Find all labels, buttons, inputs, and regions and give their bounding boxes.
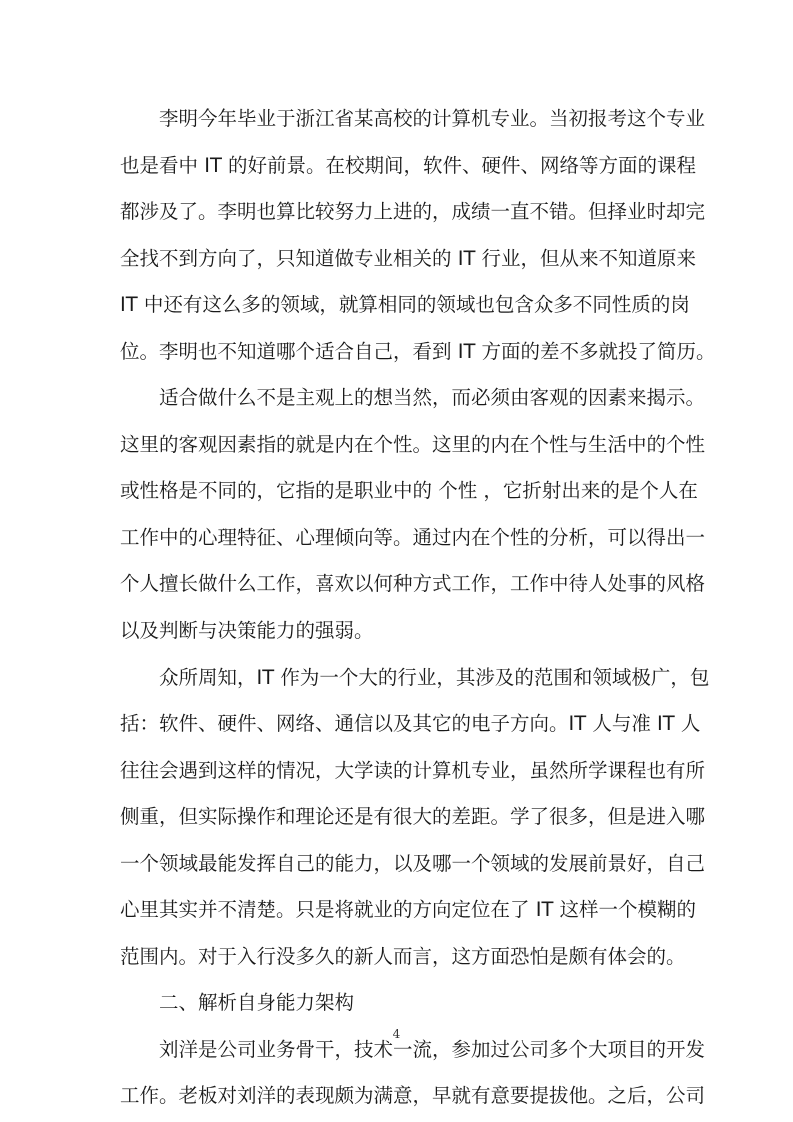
text-line: 二、解析自身能力架构 bbox=[159, 991, 355, 1015]
text-line: 一个领域最能发挥自己的能力，以及哪一个领域的发展前景好，自己 bbox=[120, 851, 706, 875]
paragraph bbox=[120, 375, 706, 654]
text-line: 众所周知，IT 作为一个大的行业，其涉及的范围和领域极广，包 bbox=[159, 665, 710, 689]
text-line: 这里的客观因素指的就是内在个性。这里的内在个性与生活中的个性 bbox=[120, 432, 706, 456]
text-line: 或性格是不同的，它指的是职业中的 个性 ，它折射出来的是个人在 bbox=[120, 479, 698, 503]
text-line: 往往会遇到这样的情况，大学读的计算机专业，虽然所学课程也有所 bbox=[120, 758, 706, 782]
text-line: 刘洋是公司业务骨干，技术一流，参加过公司多个大项目的开发 bbox=[159, 1037, 706, 1061]
text-line: 个人擅长做什么工作，喜欢以何种方式工作，工作中待人处事的风格 bbox=[120, 572, 706, 596]
text-line: 适合做什么不是主观上的想当然，而必须由客观的因素来揭示。 bbox=[159, 386, 706, 410]
text-line: 括：软件、硬件、网络、通信以及其它的电子方向。IT 人与准 IT 人 bbox=[120, 712, 701, 736]
page-number: 4 bbox=[392, 1027, 401, 1041]
text-line: 位。李明也不知道哪个适合自己，看到 IT 方面的差不多就投了简历。 bbox=[120, 339, 716, 363]
text-line: 工作中的心理特征、心理倾向等。通过内在个性的分析，可以得出一 bbox=[120, 525, 706, 549]
paragraph bbox=[120, 655, 710, 981]
text-line: 全找不到方向了，只知道做专业相关的 IT 行业，但从来不知道原来 bbox=[120, 246, 697, 270]
body-text bbox=[120, 96, 716, 1120]
text-line: 也是看中 IT 的好前景。在校期间，软件、硬件、网络等方面的课程 bbox=[120, 153, 697, 177]
text-line: 侧重，但实际操作和理论还是有很大的差距。学了很多，但是进入哪 bbox=[120, 805, 706, 829]
text-line: 都涉及了。李明也算比较努力上进的，成绩一直不错。但择业时却完 bbox=[120, 200, 706, 224]
text-line: 李明今年毕业于浙江省某高校的计算机专业。当初报考这个专业 bbox=[159, 107, 706, 130]
text-line: 工作。老板对刘洋的表现颇为满意，早就有意要提拔他。之后，公司 bbox=[120, 1084, 706, 1108]
text-line: 范围内。对于入行没多久的新人而言，这方面恐怕是颇有体会的。 bbox=[120, 944, 686, 968]
text-line: 以及判断与决策能力的强弱。 bbox=[120, 619, 374, 643]
text-line: IT 中还有这么多的领域，就算相同的领域也包含众多不同性质的岗 bbox=[120, 293, 690, 317]
paragraph bbox=[120, 96, 716, 375]
paragraph bbox=[120, 980, 680, 1027]
text-line: 心里其实并不清楚。只是将就业的方向定位在了 IT 这样一个模糊的 bbox=[120, 898, 697, 922]
